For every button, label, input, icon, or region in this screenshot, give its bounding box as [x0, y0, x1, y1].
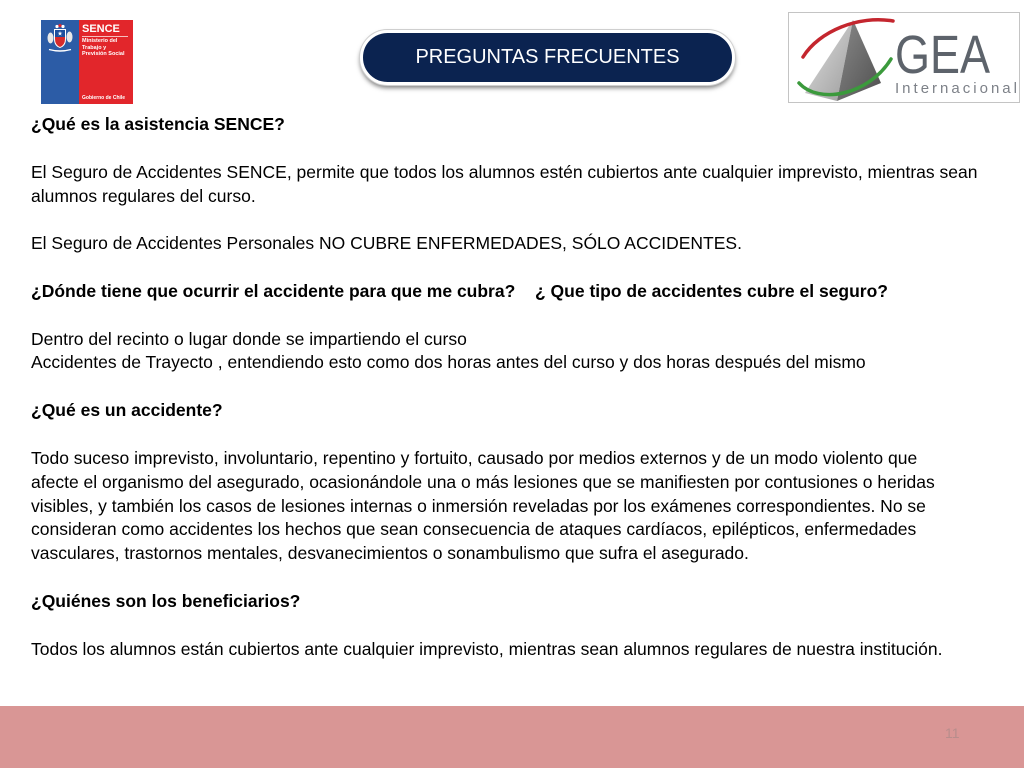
sence-logo-ministry-line: Previsión Social: [82, 51, 125, 58]
page-title: PREGUNTAS FRECUENTES: [415, 46, 680, 68]
answer-line: Dentro del recinto o lugar donde se impartiendo el curso: [31, 328, 467, 349]
gea-logo: [788, 12, 1020, 103]
gea-logo-name: GEA: [895, 25, 990, 85]
spacer: [31, 566, 1016, 590]
question-heading: ¿Quiénes son los beneficiarios?: [31, 590, 301, 611]
answer-note: El Seguro de Accidentes Personales NO CUBRE ENFERMEDADES, SÓLO ACCIDENTES.: [31, 233, 742, 254]
answer-line: visibles, y también los casos de lesiones internas o inmersión reveladas por los exámenes correspondientes. No se: [31, 495, 926, 516]
spacer: [31, 614, 1016, 638]
spacer: [31, 423, 1016, 447]
sence-logo-ministry: [82, 38, 125, 58]
answer-line: afecte el organismo del asegurado, ocasionándole una o más lesiones que se manifiesten por contusiones o heridas: [31, 471, 935, 492]
sence-logo-divider: [82, 36, 128, 37]
question-row: [31, 280, 1016, 304]
answer-line: Todo suceso imprevisto, involuntario, repentino y fortuito, causado por medios externos y de un modo violento que: [31, 447, 918, 468]
answer-line: vasculares, trastornos mentales, desvanecimientos o sonambulismo que sufra el asegurado.: [31, 543, 749, 564]
faq-content: [31, 113, 1016, 661]
question-heading: ¿Qué es la asistencia SENCE?: [31, 114, 285, 134]
gea-logo-subtitle: Internacional: [895, 80, 1017, 97]
pyramid-swoosh-icon: [789, 13, 1019, 102]
sence-logo: [41, 20, 133, 104]
page-number: 11: [945, 725, 960, 741]
footer-band: [0, 706, 1024, 768]
sence-logo-ministry-line: Ministerio del: [82, 38, 118, 44]
spacer: [31, 375, 1016, 399]
question-heading: ¿Dónde tiene que ocurrir el accidente para que me cubra?: [31, 280, 516, 301]
spacer: [31, 137, 1016, 161]
sence-logo-ministry-line: Trabajo y: [82, 44, 107, 51]
answer-line: El Seguro de Accidentes SENCE, permite que todos los alumnos estén cubiertos ante cualquier imprevisto, mientras sean: [31, 161, 978, 182]
question-heading: ¿ Que tipo de accidentes cubre el seguro?: [535, 280, 888, 301]
spacer: [31, 208, 1016, 232]
spacer: [31, 256, 1016, 280]
answer-line: Accidentes de Trayecto , entendiendo esto como dos horas antes del curso y dos horas después del mismo: [31, 352, 866, 373]
sence-logo-name: SENCE: [82, 23, 120, 35]
coat-of-arms-icon: [45, 23, 75, 53]
answer-line: alumnos regulares del curso.: [31, 185, 256, 206]
sence-logo-government: Gobierno de Chile: [82, 95, 126, 101]
title-banner: [360, 30, 735, 85]
spacer: [31, 304, 1016, 328]
question-heading: ¿Qué es un accidente?: [31, 400, 223, 421]
answer-line: Todos los alumnos están cubiertos ante cualquier imprevisto, mientras sean alumnos regulares de nuestra institución.: [31, 638, 943, 659]
answer-line: consideran como accidentes los hechos que sean consecuencia de ataques cardíacos, epilépticos, enfermedades: [31, 519, 917, 540]
